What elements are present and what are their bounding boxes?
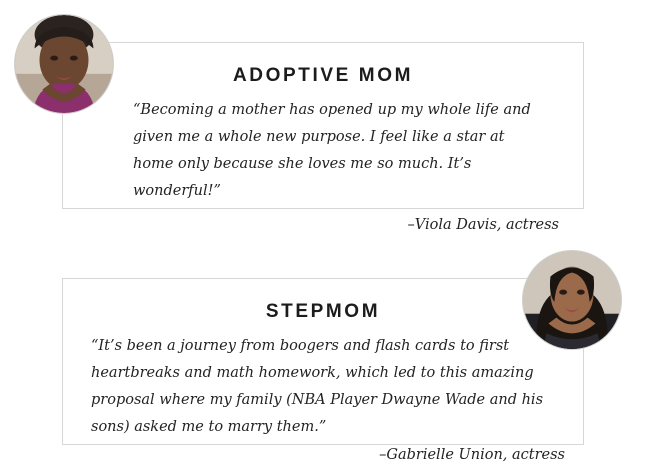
card-attribution: –Viola Davis, actress: [407, 217, 559, 233]
portrait-icon: [15, 15, 113, 113]
quote-card-adoptive-mom: [62, 42, 584, 233]
card-quote: “Becoming a mother has opened up my whole life and given me a whole new purpose. I feel like a star at home only because she loves me so much. It’s wonderful!”: [133, 102, 531, 199]
quote-card-stepmom: [62, 278, 584, 463]
portrait-icon: [523, 251, 621, 349]
card-title: STEPMOM: [265, 301, 381, 322]
card-title: ADOPTIVE MOM: [232, 65, 414, 86]
avatar-viola-davis: [14, 14, 114, 114]
avatar-gabrielle-union: [522, 250, 622, 350]
card-attribution: –Gabrielle Union, actress: [379, 447, 565, 463]
card-quote: “It’s been a journey from boogers and flash cards to first heartbreaks and math homework, which led to this amazing proposal where my family (NBA Player Dwayne Wade and his sons) asked me to marry them.”: [91, 338, 544, 435]
